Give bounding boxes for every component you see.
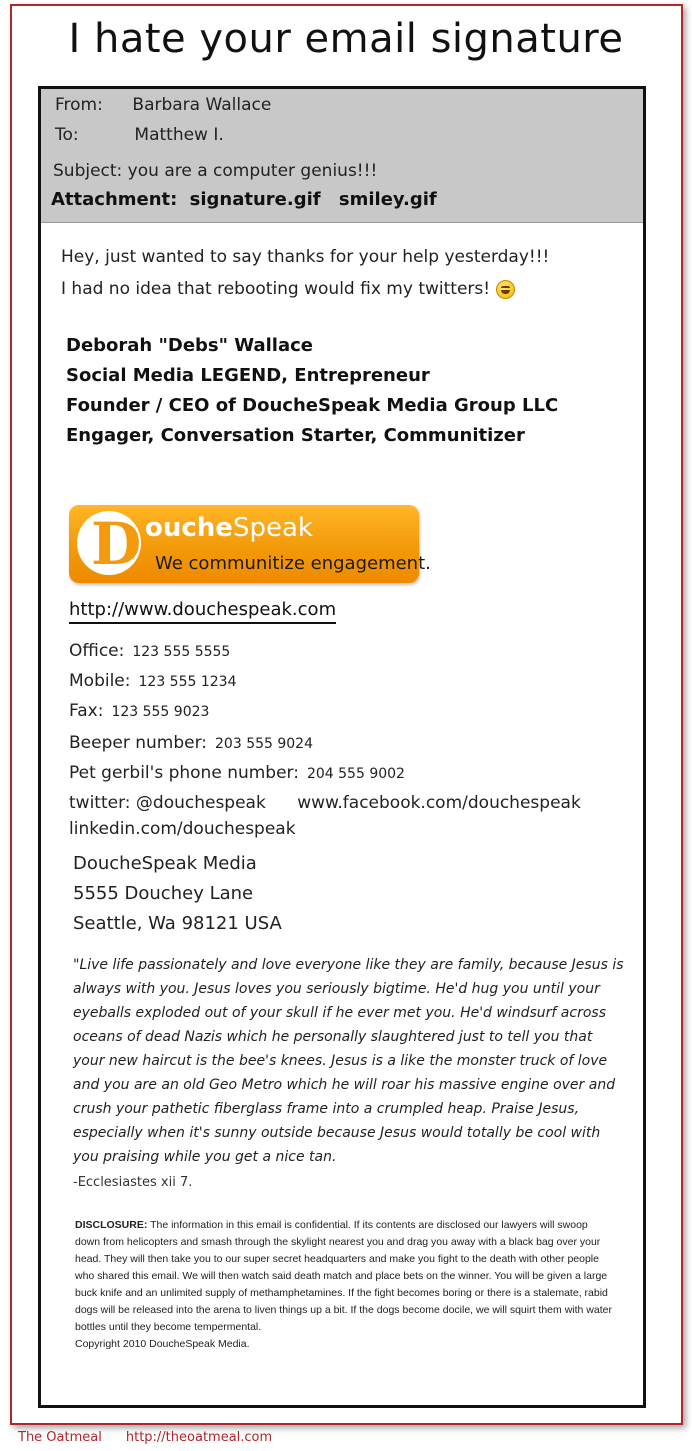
- website-link[interactable]: http://www.douchespeak.com: [69, 599, 336, 624]
- social-row: [69, 793, 581, 813]
- office-label: Office:: [69, 641, 125, 661]
- attachment-label: Attachment:: [51, 189, 178, 210]
- to-label: To:: [55, 125, 79, 145]
- subject-line: Subject: you are a computer genius!!!: [53, 161, 378, 181]
- message-line-2: [61, 279, 515, 299]
- gerbil-label: Pet gerbil's phone number:: [69, 763, 299, 783]
- fax-row: [69, 701, 209, 721]
- facebook-link[interactable]: www.facebook.com/douchespeak: [297, 793, 581, 813]
- attachment-signature[interactable]: signature.gif: [189, 189, 321, 210]
- from-row: [55, 95, 271, 115]
- quote-citation: -Ecclesiastes xii 7.: [73, 1175, 193, 1190]
- beeper-row: [69, 733, 313, 753]
- logo-d-icon: [77, 510, 142, 578]
- disclosure-text: The information in this email is confidential. If its contents are disclosed our lawyers will swoop down from helicopters and smash through the skylight nearest you and drag you away with a black bag over your head. They will then take you to our super secret headquarters and make you fight to the death with other people who shared this email. We will then watch said death match and place bets on the winner. You will be given a large buck knife and an unlimited supply of methamphetamines. If the fight becomes boring or there is a stalemate, rabid dogs will be released into the arena to liven things up a bit. If the dogs become docile, we will squirt them with water bottles until they become tempermental.: [75, 1219, 612, 1333]
- fax-value: 123 555 9023: [111, 704, 210, 720]
- beeper-value: 203 555 9024: [215, 736, 313, 752]
- office-value: 123 555 5555: [132, 644, 231, 660]
- logo-tagline: We communitize engagement.: [155, 553, 431, 574]
- fax-label: Fax:: [69, 701, 104, 721]
- disclosure-label: DISCLOSURE:: [75, 1219, 148, 1231]
- mobile-row: [69, 671, 236, 691]
- disclosure-block: [75, 1217, 615, 1353]
- footer-site-link[interactable]: http://theoatmeal.com: [125, 1430, 273, 1445]
- signature-title-1: Social Media LEGEND, Entrepreneur: [66, 365, 430, 386]
- gerbil-row: [69, 763, 405, 783]
- address-street: 5555 Douchey Lane: [73, 883, 254, 904]
- logo-wordmark: [145, 513, 313, 543]
- mobile-label: Mobile:: [69, 671, 131, 691]
- address-company: DoucheSpeak Media: [73, 853, 257, 874]
- inspirational-quote: "Live life passionately and love everyone like they are family, because Jesus is always with you. Jesus loves you seriously bigtime. He'd hug you until your eyeballs exploded out of your skull if he ever met you. He'd windsurf across oceans of dead Nazis which he personally slaughtered just to tell you that your new haircut is the bee's knees. Jesus is a like the monster truck of love and you are an old Geo Metro which he will roar his massive engine over and crush your pathetic fiberglass frame into a crumpled heap. Praise Jesus, especially when it's sunny outside because Jesus would totally be cool with you praising while you get a nice tan.: [73, 957, 624, 1165]
- office-row: [69, 641, 230, 661]
- signature-title-2: Founder / CEO of DoucheSpeak Media Group LLC: [66, 395, 559, 416]
- address-city: Seattle, Wa 98121 USA: [73, 913, 282, 934]
- to-row: [55, 125, 224, 145]
- copyright-line: Copyright 2010 DoucheSpeak Media.: [75, 1338, 250, 1350]
- footer-brand[interactable]: The Oatmeal: [18, 1430, 102, 1445]
- attachment-smiley[interactable]: smiley.gif: [338, 189, 437, 210]
- linkedin-link[interactable]: linkedin.com/douchespeak: [69, 819, 296, 839]
- from-label: From:: [55, 95, 103, 115]
- message-line-1: Hey, just wanted to say thanks for your help yesterday!!!: [61, 247, 550, 267]
- message-line-2-text: I had no idea that rebooting would fix my twitters!: [61, 279, 491, 299]
- mobile-value: 123 555 1234: [138, 674, 237, 690]
- douchespeak-logo: [69, 505, 431, 583]
- signature-name: Deborah "Debs" Wallace: [66, 335, 313, 356]
- signature-title-3: Engager, Conversation Starter, Communitizer: [66, 425, 525, 446]
- gerbil-value: 204 555 9002: [306, 766, 405, 782]
- to-value: Matthew I.: [134, 125, 224, 145]
- footer: [18, 1430, 296, 1445]
- from-value: Barbara Wallace: [132, 95, 272, 115]
- email-header: [41, 89, 643, 223]
- logo-name-light: Speak: [232, 513, 313, 543]
- twitter-link[interactable]: twitter: @douchespeak: [69, 793, 266, 813]
- smiley-icon: [496, 280, 515, 299]
- beeper-label: Beeper number:: [69, 733, 208, 753]
- logo-letter: D: [91, 510, 142, 578]
- comic-title: I hate your email signature: [68, 16, 624, 62]
- attachment-row: [51, 189, 437, 210]
- logo-name-bold: ouche: [145, 513, 233, 543]
- email-window: [38, 86, 646, 1408]
